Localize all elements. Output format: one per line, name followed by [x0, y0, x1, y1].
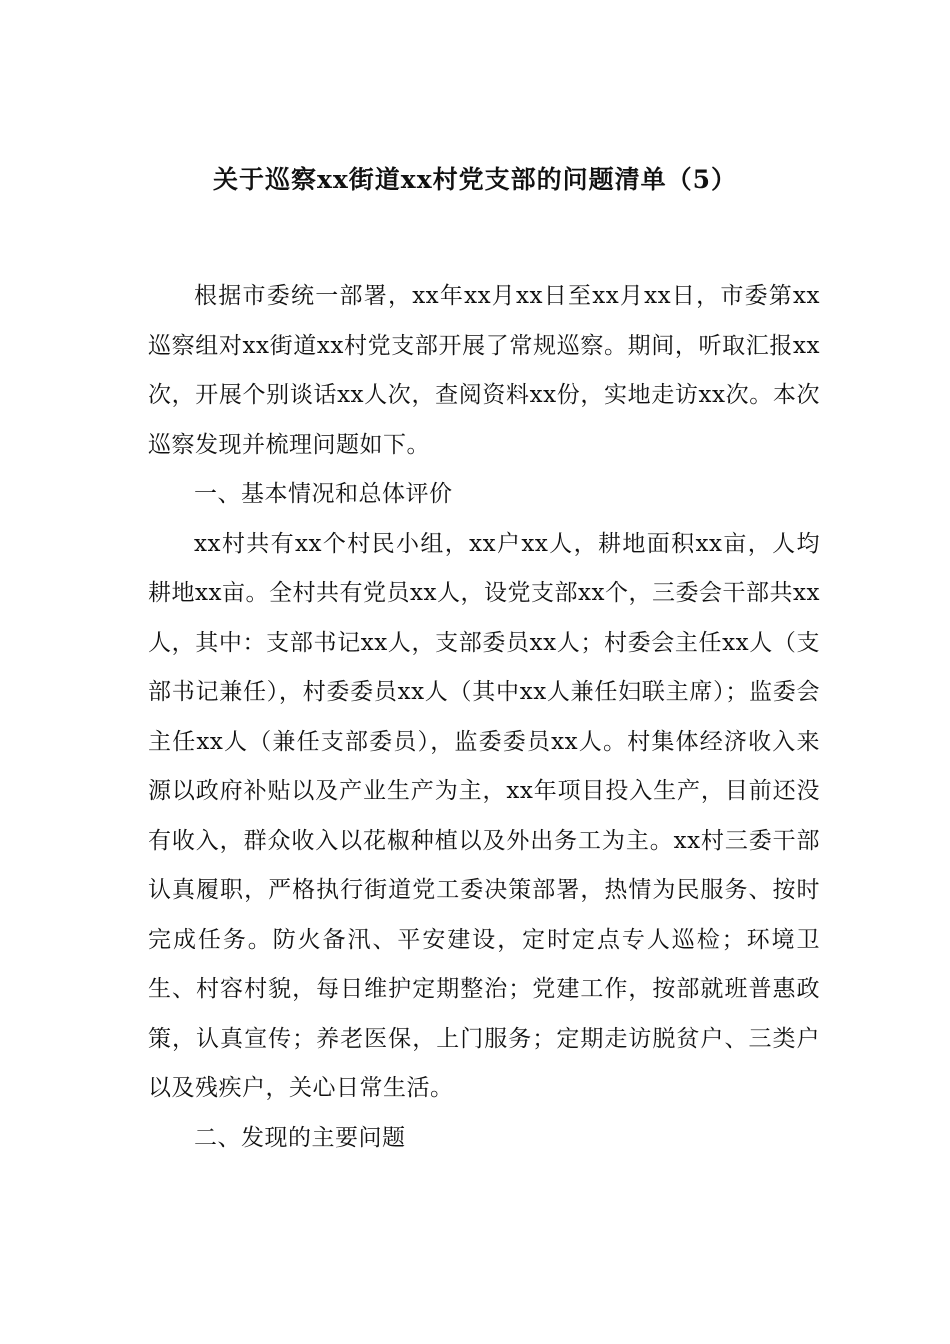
document-title: 关于巡察xx街道xx村党支部的问题清单（5） — [212, 165, 738, 194]
basic-situation-paragraph: xx村共有xx个村民小组，xx户xx人，耕地面积xx亩，人均耕地xx亩。全村共有党员xx人，设党支部xx个，三委会干部共xx人，其中：支部书记xx人，支部委员xx人；村委会主任xx人（支部书记兼任），村委委员xx人（其中xx人兼任妇联主席）；监委会主任xx人（兼任支部委员），监委委员xx人。村集体经济收入来源以政府补贴以及产业生产为主，xx年项目投入生产，目前还没有收入，群众收入以花椒种植以及外出务工为主。xx村三委干部认真履职，严格执行街道党工委决策部署，热情为民服务、按时完成任务。防火备汛、平安建设，定时定点专人巡检；环境卫生、村容村貌，每日维护定期整治；党建工作，按部就班普惠政策，认真宣传；养老医保，上门服务；定期走访脱贫户、三类户以及残疾户，关心日常生活。 — [148, 530, 820, 1101]
document-body — [148, 272, 820, 1163]
section-heading-basic-situation: 一、基本情况和总体评价 — [194, 481, 453, 507]
intro-paragraph: 根据市委统一部署，xx年xx月xx日至xx月xx日，市委第xx巡察组对xx街道xx村党支部开展了常规巡察。期间，听取汇报xx次，开展个别谈话xx人次，查阅资料xx份，实地走访xx次。本次巡察发现并梳理问题如下。 — [148, 283, 820, 458]
section-heading-main-problems: 二、发现的主要问题 — [194, 1124, 406, 1151]
